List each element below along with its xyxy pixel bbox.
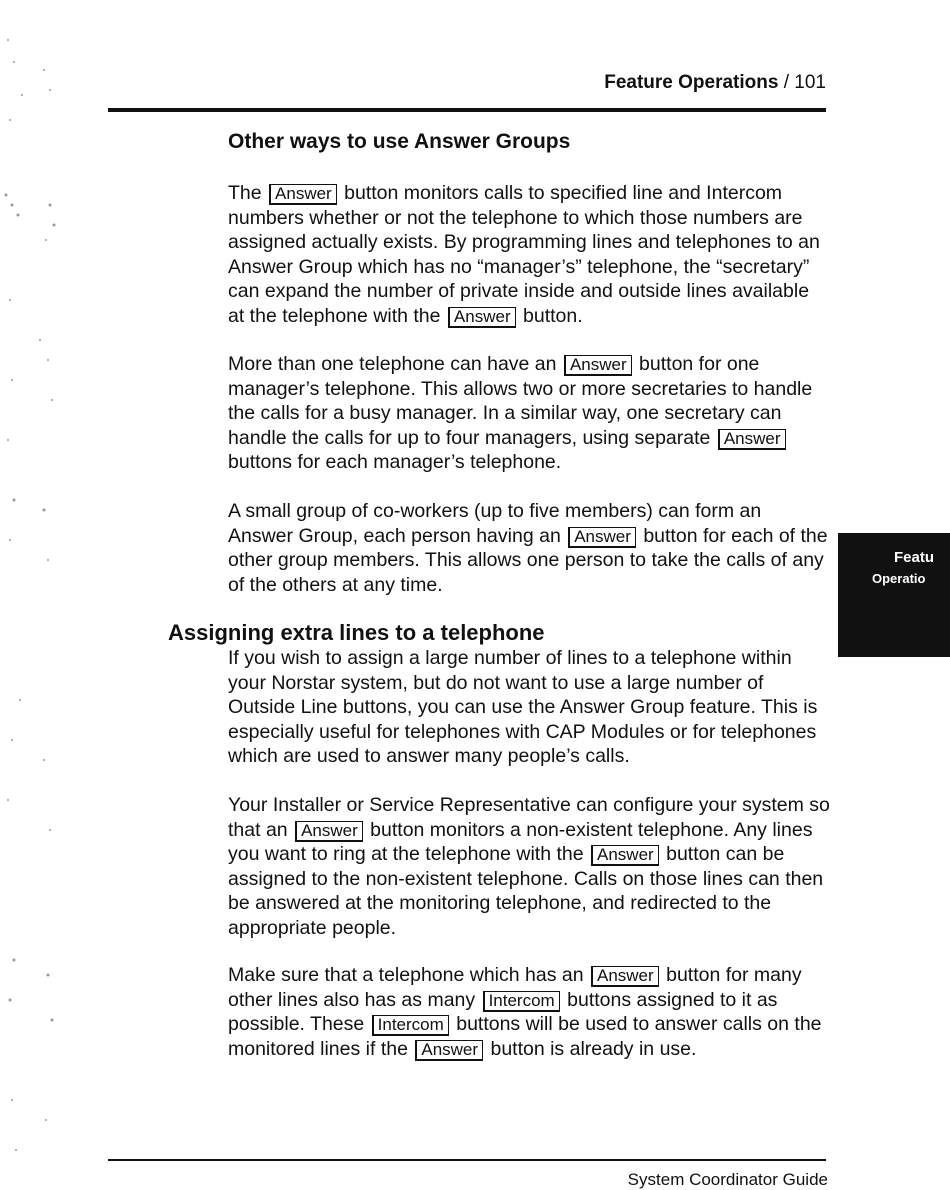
footer-rule bbox=[108, 1159, 826, 1161]
paragraph-3 bbox=[228, 499, 830, 597]
text: button for one manager’s telephone. This allows two or more secretaries to handle the calls for a busy manager. In a similar way, one secretary can handle the calls for up to four managers, using separate bbox=[228, 353, 813, 449]
header-rule bbox=[108, 108, 826, 112]
text: button monitors calls to specified line and Intercom numbers whether or not the telephone to which those numbers are assigned actually exists. By programming lines and telephones to an Answer Group which has no “manager’s” telephone, the “secretary” can expand the number of private inside and outside lines available at the telephone with the bbox=[228, 182, 820, 327]
text: Make sure that a telephone which has an bbox=[228, 964, 584, 986]
header-separator: / bbox=[778, 72, 795, 93]
text: More than one telephone can have an bbox=[228, 353, 557, 375]
paragraph-6 bbox=[228, 963, 830, 1061]
text: button for many other lines also has as many bbox=[228, 964, 802, 1011]
text: buttons for each manager’s telephone. bbox=[228, 451, 562, 473]
paragraph-4 bbox=[228, 646, 830, 769]
paragraph-5 bbox=[228, 793, 830, 940]
section-heading: Assigning extra lines to a telephone bbox=[168, 620, 545, 645]
header-section: Feature Operations bbox=[604, 72, 779, 93]
answer-key-label: Answer bbox=[591, 845, 659, 866]
thumb-tab-line2: Operatio bbox=[872, 571, 926, 586]
text: buttons assigned to it as possible. These bbox=[228, 988, 778, 1035]
answer-key-label: Answer bbox=[269, 184, 337, 205]
answer-key-label: Answer bbox=[591, 966, 659, 987]
text: button. bbox=[523, 304, 583, 327]
answer-key-label: Answer bbox=[415, 1040, 483, 1061]
answer-key-label: Answer bbox=[448, 307, 516, 328]
text: button for each of the other group members. This allows one person to take the calls of any of the others at any time. bbox=[228, 524, 828, 596]
text: buttons will be used to answer calls on the monitored lines if the bbox=[228, 1013, 822, 1060]
paragraph-1 bbox=[228, 181, 830, 328]
answer-key-label: Answer bbox=[295, 821, 363, 842]
footer-title: System Coordinator Guide bbox=[627, 1170, 828, 1189]
scan-speckle bbox=[0, 0, 70, 1188]
text: button is already in use. bbox=[490, 1037, 697, 1060]
text: A small group of co-workers (up to five members) can form an Answer Group, each person having an bbox=[228, 500, 762, 547]
text: button can be assigned to the non-existent telephone. Calls on those lines can then be answered at the monitoring telephone, and redirected to the appropriate people. bbox=[228, 843, 824, 939]
page-number: 101 bbox=[794, 72, 826, 93]
answer-key-label: Answer bbox=[564, 355, 632, 376]
section-subheading: Other ways to use Answer Groups bbox=[228, 130, 571, 153]
text: Your Installer or Service Representative can configure your system so that an bbox=[228, 794, 830, 841]
thumb-tab-line1: Featu bbox=[894, 549, 935, 566]
text: button monitors a non-existent telephone. Any lines you want to ring at the telephone with the bbox=[228, 818, 813, 865]
intercom-key-label: Intercom bbox=[483, 991, 560, 1012]
answer-key-label: Answer bbox=[568, 527, 636, 548]
answer-key-label: Answer bbox=[718, 429, 786, 450]
paragraph-2 bbox=[228, 352, 830, 475]
thumb-tab bbox=[838, 533, 950, 657]
running-header bbox=[604, 72, 826, 94]
text: The bbox=[228, 182, 262, 204]
intercom-key-label: Intercom bbox=[372, 1015, 449, 1036]
text: If you wish to assign a large number of lines to a telephone within your Norstar system, but do not want to use a large number of Outside Line buttons, you can use the Answer Group feature. This is especially useful for telephones with CAP Modules or for telephones which are used to answer many people’s calls. bbox=[228, 647, 818, 767]
